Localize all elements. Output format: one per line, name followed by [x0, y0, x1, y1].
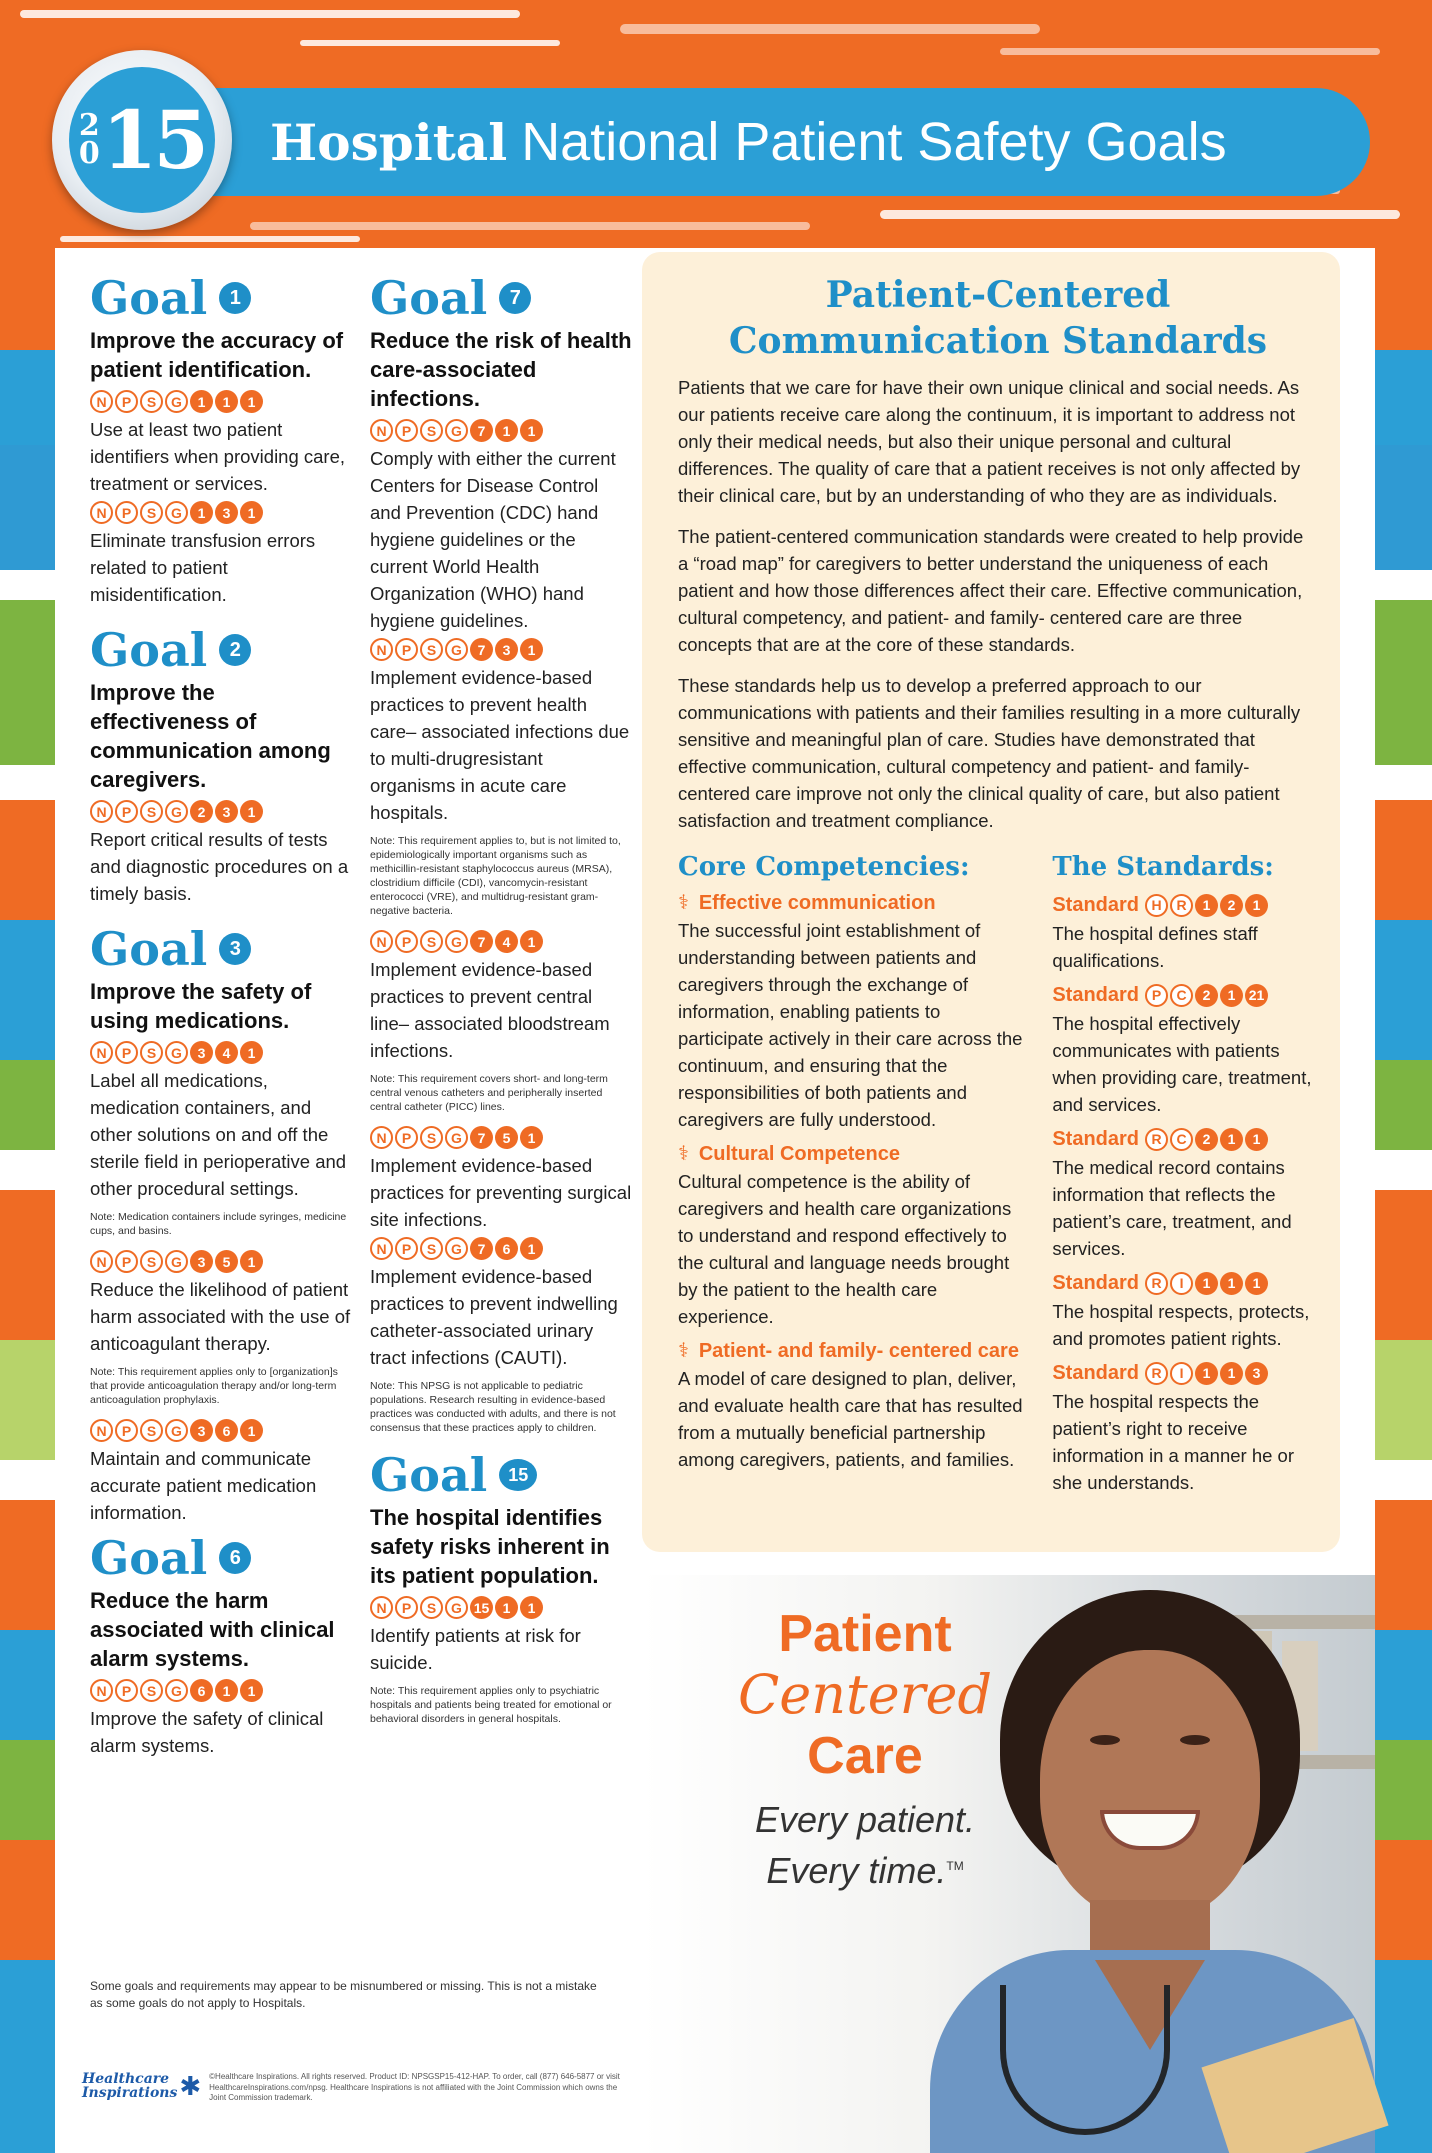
npsg-code — [370, 1237, 632, 1260]
nurse-eye — [1090, 1735, 1120, 1745]
standard-text: The hospital respects, protects, and promotes patient rights. — [1052, 1301, 1310, 1349]
code-number: 7 — [470, 1237, 493, 1260]
code-number: 1 — [215, 1679, 238, 1702]
slogan-line-3: Care — [807, 1727, 923, 1785]
code-letter: N — [370, 1126, 393, 1149]
logo-line-2: Inspirations — [82, 2085, 178, 2101]
competency-text: A model of care designed to plan, deliver, and evaluate health care that has resulted from a mutually beneficial partnership among caregivers, patients, and families. — [678, 1368, 1023, 1470]
year-digits-15: 15 — [101, 93, 206, 187]
code-number: 1 — [520, 1596, 543, 1619]
standard-code — [1145, 894, 1268, 917]
panel-title — [678, 272, 1318, 364]
code-number: 3 — [215, 800, 238, 823]
npsg-code — [370, 930, 632, 953]
code-letter: S — [140, 1419, 163, 1442]
code-letter: P — [115, 390, 138, 413]
standard-label: Standard — [1052, 1362, 1140, 1384]
goal-label: Goal — [90, 922, 208, 976]
code-number: 1 — [215, 390, 238, 413]
code-letter: G — [445, 419, 468, 442]
goal-title: Reduce the risk of health care-associated infections. — [370, 328, 632, 411]
goal-1 — [90, 270, 352, 608]
code-letter: P — [395, 1237, 418, 1260]
code-number: 1 — [520, 930, 543, 953]
code-letter: N — [90, 1250, 113, 1273]
code-letter: R — [1145, 1272, 1168, 1295]
goal-7 — [370, 270, 632, 1435]
code-number: 1 — [520, 419, 543, 442]
patient-centered-care-slogan — [700, 1605, 1030, 1894]
healthcare-inspirations-logo — [82, 2072, 201, 2100]
goal-3 — [90, 921, 352, 1526]
panel-title-line2: Communication Standards — [728, 320, 1268, 362]
code-letter: N — [90, 1419, 113, 1442]
competency-title: Effective communication — [698, 892, 936, 914]
standard-code — [1145, 1362, 1268, 1385]
code-number: 7 — [470, 930, 493, 953]
code-number: 7 — [470, 638, 493, 661]
slogan-line-2: Centered — [737, 1663, 993, 1726]
code-number: 1 — [1245, 1128, 1268, 1151]
code-number: 2 — [1195, 984, 1218, 1007]
standard-label: Standard — [1052, 894, 1140, 916]
code-letter: S — [140, 1041, 163, 1064]
code-number: 1 — [1245, 894, 1268, 917]
code-letter: G — [165, 1679, 188, 1702]
competency-title: Patient- and family- centered care — [698, 1340, 1019, 1362]
standard-item — [1052, 890, 1318, 974]
npsg-code — [90, 1250, 352, 1273]
standard-item — [1052, 1268, 1318, 1352]
code-number: 1 — [1220, 1272, 1243, 1295]
goal-number-badge: 1 — [219, 282, 251, 314]
code-number: 15 — [470, 1596, 493, 1619]
code-letter: P — [395, 638, 418, 661]
code-number: 3 — [190, 1250, 213, 1273]
competency-item — [678, 1141, 1024, 1330]
code-letter: S — [420, 930, 443, 953]
code-letter: G — [445, 1126, 468, 1149]
code-letter: P — [395, 1126, 418, 1149]
goal-title: Improve the accuracy of patient identification. — [90, 328, 344, 382]
code-letter: N — [370, 638, 393, 661]
code-number: 3 — [190, 1419, 213, 1442]
code-letter: P — [115, 1250, 138, 1273]
goals-column-middle — [370, 270, 632, 1738]
goal-label: Goal — [370, 1448, 488, 1502]
code-number: 1 — [1195, 1362, 1218, 1385]
patient-centered-panel — [642, 252, 1340, 1552]
code-number: 1 — [1245, 1272, 1268, 1295]
code-number: 3 — [215, 501, 238, 524]
code-letter: G — [165, 1419, 188, 1442]
npsg-code — [90, 1041, 352, 1064]
code-number: 3 — [495, 638, 518, 661]
core-competencies — [678, 852, 1024, 1500]
goal-title: Improve the safety of using medications. — [90, 979, 312, 1033]
person-icon: ✱ — [179, 2071, 202, 2101]
goal-number-badge: 7 — [499, 282, 531, 314]
requirement-text: Maintain and communicate accurate patient medication information. — [90, 1448, 317, 1523]
code-letter: P — [115, 1679, 138, 1702]
code-letter: N — [370, 930, 393, 953]
code-number: 1 — [1220, 1362, 1243, 1385]
requirement-text: Implement evidence-based practices to prevent indwelling catheter-associated urinary tract infections (CAUTI). — [370, 1266, 618, 1368]
requirement-note: Note: This requirement covers short- and long-term central venous catheters and peripherally inserted central catheter (PICC) lines. — [370, 1073, 608, 1113]
code-letter: S — [420, 1237, 443, 1260]
code-number: 1 — [1220, 984, 1243, 1007]
code-number: 1 — [520, 638, 543, 661]
requirement-text: Comply with either the current Centers for Disease Control and Prevention (CDC) hand hygiene guidelines or the current World Health Organization (WHO) hand hygiene guidelines. — [370, 448, 616, 631]
goal-number-badge: 3 — [219, 933, 251, 965]
npsg-code — [90, 390, 352, 413]
title-strong: Hospital — [270, 112, 508, 172]
code-letter: R — [1145, 1362, 1168, 1385]
code-number: 1 — [190, 501, 213, 524]
code-number: 6 — [190, 1679, 213, 1702]
npsg-code — [370, 419, 632, 442]
requirement-text: Label all medications, medication containers, and other solutions on and off the sterile field in perioperative and other procedural settings. — [90, 1070, 347, 1199]
code-letter: G — [165, 800, 188, 823]
code-letter: S — [140, 1679, 163, 1702]
npsg-code — [90, 800, 352, 823]
code-number: 1 — [240, 1679, 263, 1702]
tagline-1: Every patient. — [754, 1799, 976, 1840]
code-letter: C — [1170, 1128, 1193, 1151]
code-letter: S — [140, 1250, 163, 1273]
standard-label: Standard — [1052, 1272, 1140, 1294]
npsg-code — [370, 1596, 632, 1619]
code-letter: G — [445, 1237, 468, 1260]
code-number: 2 — [190, 800, 213, 823]
code-letter: C — [1170, 984, 1193, 1007]
code-number: 1 — [520, 1126, 543, 1149]
panel-paragraph: Patients that we care for have their own unique clinical and social needs. As our patients receive care along the continuum, it is important to address not only their medical needs, but also their unique personal and cultural differences. The quality of care that a patient receives is not only affected by their clinical care, but by an understanding of who they are as individuals. — [678, 377, 1301, 506]
standard-text: The medical record contains information that reflects the patient’s care, treatment, and services. — [1052, 1157, 1292, 1259]
code-number: 3 — [190, 1041, 213, 1064]
code-letter: I — [1170, 1272, 1193, 1295]
caduceus-icon: ⚕ — [678, 1143, 689, 1165]
requirement-text: Eliminate transfusion errors related to patient misidentification. — [90, 530, 316, 605]
code-letter: P — [1145, 984, 1168, 1007]
standard-code — [1145, 984, 1268, 1007]
standard-label: Standard — [1052, 984, 1140, 1006]
standard-label: Standard — [1052, 1128, 1140, 1150]
code-number: 6 — [215, 1419, 238, 1442]
requirement-note: Note: Medication containers include syringes, medicine cups, and basins. — [90, 1211, 347, 1237]
code-letter: P — [115, 501, 138, 524]
code-letter: N — [370, 1596, 393, 1619]
goal-number-badge: 6 — [219, 1542, 251, 1574]
code-letter: G — [445, 638, 468, 661]
code-number: 6 — [495, 1237, 518, 1260]
year-digit-0: 0 — [78, 136, 100, 171]
code-number: 1 — [240, 1419, 263, 1442]
npsg-code — [90, 1679, 352, 1702]
code-letter: S — [140, 501, 163, 524]
logo-line-1: Healthcare — [82, 2071, 170, 2087]
code-letter: N — [90, 800, 113, 823]
code-number: 1 — [1195, 1272, 1218, 1295]
standard-text: The hospital effectively communicates with patients when providing care, treatment, and services. — [1052, 1013, 1312, 1115]
goal-number-badge: 2 — [219, 634, 251, 666]
code-letter: P — [115, 1419, 138, 1442]
caduceus-icon: ⚕ — [678, 892, 689, 914]
code-number: 7 — [470, 1126, 493, 1149]
requirement-note: Note: This requirement applies to, but is not limited to, epidemiologically important organisms such as methicillin-resistant staphylococcus aureus (MRSA), clostridium difficile (CDI), vancomycin-resistant enterococci (VRE), and multidrug-resistant gram-negative bacteria. — [370, 835, 621, 917]
code-number: 1 — [495, 1596, 518, 1619]
competency-item — [678, 890, 1024, 1133]
npsg-code — [90, 501, 352, 524]
code-letter: G — [445, 930, 468, 953]
goal-number-badge: 15 — [499, 1459, 537, 1491]
code-letter: R — [1170, 894, 1193, 917]
disclaimer: Some goals and requirements may appear to be misnumbered or missing. This is not a mistake as some goals do not apply to Hospitals. — [90, 1979, 597, 2010]
code-letter: S — [140, 800, 163, 823]
tagline-2: Every time. — [766, 1850, 947, 1891]
code-letter: N — [90, 1041, 113, 1064]
title-banner — [170, 88, 1370, 196]
code-letter: S — [140, 390, 163, 413]
code-letter: R — [1145, 1128, 1168, 1151]
requirement-text: Implement evidence-based practices to prevent health care– associated infections due to multi-drugresistant organisms in acute care hospitals. — [370, 667, 630, 823]
caduceus-icon: ⚕ — [678, 1340, 689, 1362]
panel-paragraph: The patient-centered communication standards were created to help provide a “road map” for caregivers to better understand the uniqueness of each patient and how those differences affect their care. Effective communication, cultural competency, and patient- and family- centered care are three concepts that are at the core of these standards. — [678, 526, 1304, 655]
standard-item — [1052, 1124, 1318, 1262]
npsg-code — [370, 1126, 632, 1149]
code-number: 3 — [1245, 1362, 1268, 1385]
code-letter: P — [395, 1596, 418, 1619]
goal-label: Goal — [90, 1531, 208, 1585]
code-letter: S — [420, 1596, 443, 1619]
code-letter: G — [165, 501, 188, 524]
code-letter: P — [115, 800, 138, 823]
code-number: 1 — [240, 800, 263, 823]
requirement-note: Note: This requirement applies only to [organization]s that provide anticoagulation therapy and/or long-term anticoagulation prophylaxis. — [90, 1366, 338, 1406]
code-number: 1 — [240, 1250, 263, 1273]
code-letter: N — [370, 419, 393, 442]
competency-item — [678, 1338, 1024, 1473]
year-digit-2: 2 — [78, 108, 100, 143]
goal-title: The hospital identifies safety risks inherent in its patient population. — [370, 1505, 610, 1588]
code-number: 1 — [240, 1041, 263, 1064]
goal-label: Goal — [90, 271, 208, 325]
panel-title-line1: Patient-Centered — [825, 274, 1171, 316]
code-number: 2 — [1220, 894, 1243, 917]
goal-label: Goal — [370, 271, 488, 325]
code-number: 1 — [495, 419, 518, 442]
code-number: 2 — [1195, 1128, 1218, 1151]
goal-label: Goal — [90, 623, 208, 677]
goal-6 — [90, 1530, 352, 1759]
code-number: 5 — [495, 1126, 518, 1149]
core-competencies-heading: Core Competencies: — [678, 852, 970, 882]
goal-title: Reduce the harm associated with clinical alarm systems. — [90, 1588, 335, 1671]
code-letter: P — [395, 930, 418, 953]
code-letter: S — [420, 1126, 443, 1149]
code-number: 1 — [520, 1237, 543, 1260]
standard-code — [1145, 1128, 1268, 1151]
standard-code — [1145, 1272, 1268, 1295]
requirement-text: Improve the safety of clinical alarm systems. — [90, 1708, 324, 1756]
code-number: 1 — [1195, 894, 1218, 917]
code-letter: N — [90, 390, 113, 413]
code-letter: P — [115, 1041, 138, 1064]
code-number: 5 — [215, 1250, 238, 1273]
code-letter: G — [165, 390, 188, 413]
standard-text: The hospital respects the patient’s right to receive information in a manner he or she understands. — [1052, 1391, 1294, 1493]
code-number: 7 — [470, 419, 493, 442]
code-letter: G — [165, 1041, 188, 1064]
requirement-text: Implement evidence-based practices to prevent central line– associated bloodstream infections. — [370, 959, 610, 1061]
code-number: 4 — [215, 1041, 238, 1064]
code-letter: H — [1145, 894, 1168, 917]
code-letter: G — [165, 1250, 188, 1273]
code-number: 1 — [1220, 1128, 1243, 1151]
npsg-code — [90, 1419, 352, 1442]
code-number: 21 — [1245, 984, 1268, 1007]
title-rest: National Patient Safety Goals — [521, 112, 1227, 172]
competency-title: Cultural Competence — [698, 1143, 900, 1165]
npsg-code — [370, 638, 632, 661]
code-number: 1 — [240, 501, 263, 524]
requirement-note: Note: This requirement applies only to psychiatric hospitals and patients being treated for emotional or behavioral disorders in general hospitals. — [370, 1685, 612, 1725]
standard-text: The hospital defines staff qualifications. — [1052, 923, 1258, 971]
standard-item — [1052, 1358, 1318, 1496]
copyright-text: ©Healthcare Inspirations. All rights reserved. Product ID: NPSGSP15-412-HAP. To order, call (877) 646-5877 or visit HealthcareInspirations.com/npsg. Healthcare Inspirations is not affiliated with the Joint Commission which owns the Joint Commission trademark. — [209, 2072, 620, 2102]
code-letter: S — [420, 419, 443, 442]
code-letter: N — [90, 501, 113, 524]
footer — [82, 2072, 642, 2104]
goal-2 — [90, 622, 352, 907]
requirement-text: Reduce the likelihood of patient harm associated with the use of anticoagulant therapy. — [90, 1279, 351, 1354]
standard-item — [1052, 980, 1318, 1118]
year-badge — [52, 50, 232, 230]
code-letter: N — [90, 1679, 113, 1702]
requirement-text: Use at least two patient identifiers when providing care, treatment or services. — [90, 419, 346, 494]
nurse-eye — [1180, 1735, 1210, 1745]
code-number: 4 — [495, 930, 518, 953]
requirement-text: Identify patients at risk for suicide. — [370, 1625, 581, 1673]
requirement-text: Implement evidence-based practices for preventing surgical site infections. — [370, 1155, 632, 1230]
code-letter: P — [395, 419, 418, 442]
competency-text: The successful joint establishment of understanding between patients and caregivers through the exchange of information, enabling patients to participate actively in their care across the continuum, and ensuring that the responsibilities of both patients and caregivers are fully understood. — [678, 920, 1023, 1130]
trademark: TM — [946, 1859, 964, 1873]
code-letter: I — [1170, 1362, 1193, 1385]
panel-paragraph: These standards help us to develop a preferred approach to our communications with patients and their families resulting in a more culturally sensitive and meaningful plan of care. Studies have demonstrated that effective communication, cultural competency and patient- and family- centered care improve not only the clinical quality of care, but also patient satisfaction and treatment compliance. — [678, 675, 1301, 831]
code-letter: N — [370, 1237, 393, 1260]
nurse-face — [1040, 1650, 1260, 1920]
goals-column-left — [90, 270, 352, 1763]
requirement-note: Note: This NPSG is not applicable to pediatric populations. Research resulting in evidence-based practices was conducted with adults, and there is not consensus that these practices apply to children. — [370, 1380, 616, 1434]
goal-15 — [370, 1447, 632, 1726]
requirement-text: Report critical results of tests and diagnostic procedures on a timely basis. — [90, 829, 349, 904]
code-letter: S — [420, 638, 443, 661]
competency-text: Cultural competence is the ability of caregivers and health care organizations to understand and respond effectively to the cultural and language needs brought by the patient to the health care experience. — [678, 1171, 1012, 1327]
goal-title: Improve the effectiveness of communication among caregivers. — [90, 680, 331, 792]
code-number: 1 — [240, 390, 263, 413]
standards-heading: The Standards: — [1052, 852, 1274, 882]
slogan-line-1: Patient — [778, 1605, 952, 1663]
code-number: 1 — [190, 390, 213, 413]
code-letter: G — [445, 1596, 468, 1619]
standards-list — [1052, 852, 1318, 1500]
